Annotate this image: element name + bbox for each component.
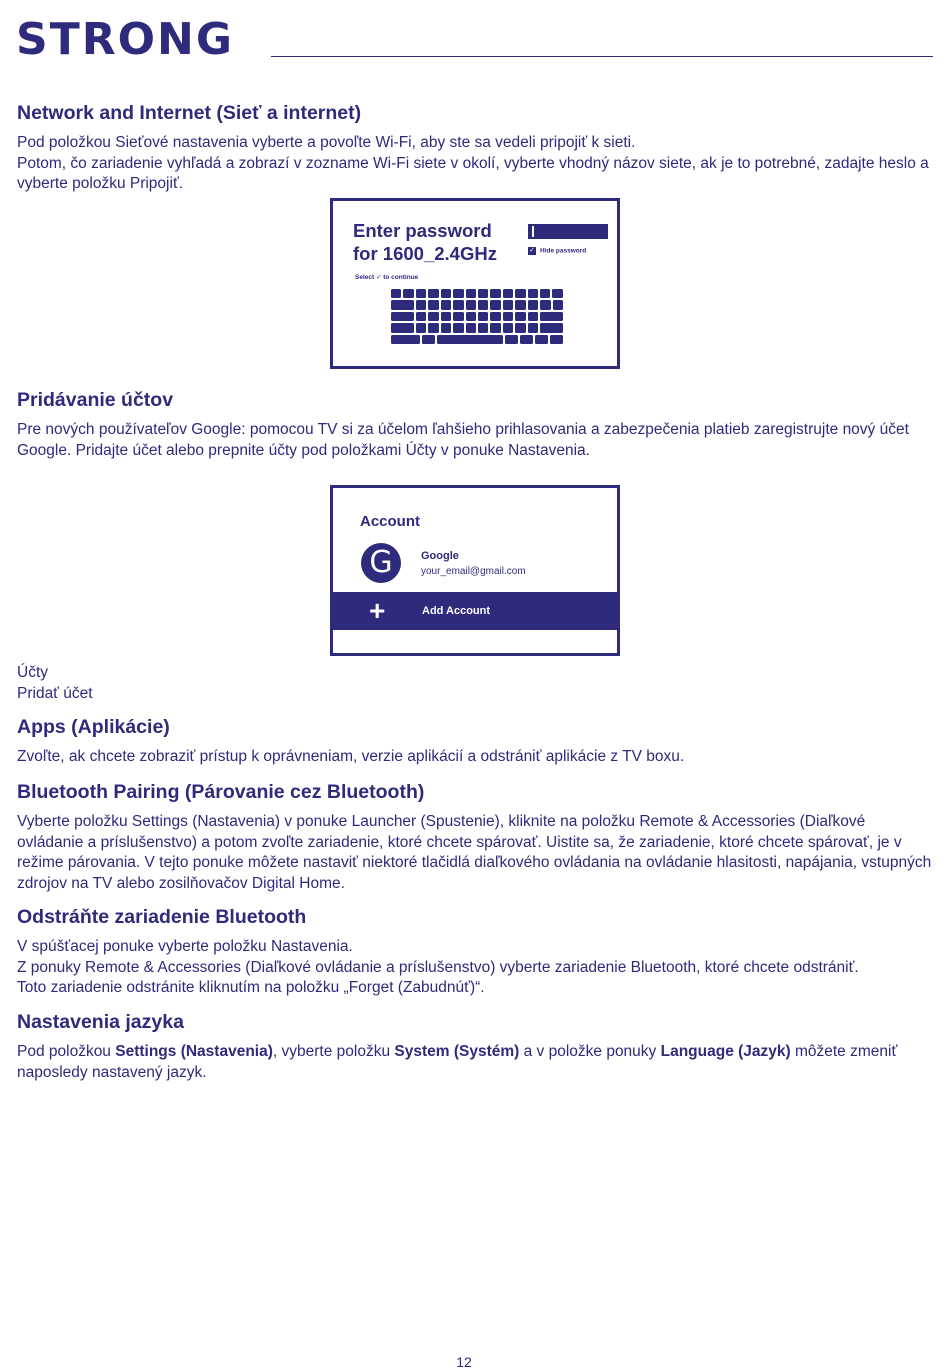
hide-password-checkbox[interactable] [528, 247, 586, 255]
apps-section [17, 715, 933, 768]
add-account-label: Add Account [422, 605, 491, 617]
key[interactable] [441, 312, 451, 321]
check-icon: ✓ [375, 274, 382, 281]
accounts-paragraph: Pre nových používateľov Google: pomocou TV si za účelom ľahšieho prihlasovania a zabezpečenia platieb zaregistrujte nový účet Google. Pridajte účet alebo prepnite účty pod položkami Účty v ponuke Nastavenia. [17, 421, 909, 459]
page-number: 12 [456, 1354, 472, 1370]
key[interactable] [428, 289, 438, 298]
keyboard-row [391, 323, 563, 332]
system-term: System (Systém) [394, 1043, 520, 1060]
accounts-label: Účty [17, 664, 48, 681]
key[interactable] [391, 289, 401, 298]
key[interactable] [478, 312, 488, 321]
account-email: your_email@gmail.com [421, 566, 526, 577]
key[interactable] [515, 300, 525, 309]
key[interactable] [391, 312, 414, 321]
password-title-line2: for 1600_2.4GHz [353, 243, 497, 264]
checkbox-checked-icon: ✓ [529, 247, 535, 254]
key[interactable] [503, 312, 513, 321]
network-title: Network and Internet (Sieť a internet) [17, 102, 362, 124]
key[interactable] [490, 300, 500, 309]
key[interactable] [478, 289, 488, 298]
bluetooth-remove-title: Odstráňte zariadenie Bluetooth [17, 906, 307, 928]
key[interactable] [422, 335, 435, 344]
key[interactable] [540, 312, 563, 321]
key[interactable] [403, 289, 413, 298]
key[interactable] [453, 323, 463, 332]
key[interactable] [428, 323, 438, 332]
keyboard-row [391, 312, 563, 321]
keyboard-row [391, 335, 563, 344]
hint-select: Select [355, 274, 375, 281]
key[interactable] [416, 300, 426, 309]
account-title: Account [360, 513, 420, 530]
text-cursor [532, 226, 534, 237]
key[interactable] [515, 312, 525, 321]
accounts-labels [17, 663, 933, 704]
bluetooth-pairing-section [17, 780, 933, 894]
password-title-line1: Enter password [353, 220, 492, 241]
key[interactable] [441, 323, 451, 332]
key[interactable] [428, 300, 438, 309]
key[interactable] [503, 300, 513, 309]
key[interactable] [466, 323, 476, 332]
key[interactable] [520, 335, 533, 344]
language-title: Nastavenia jazyka [17, 1011, 184, 1033]
bluetooth-remove-paragraph-2: Z ponuky Remote & Accessories (Diaľkové ovládanie a príslušenstvo) vyberte zariadenie Bluetooth, ktoré chcete odstrániť. [17, 958, 859, 976]
language-text-2: , vyberte položku [272, 1043, 395, 1060]
key[interactable] [505, 335, 518, 344]
key[interactable] [540, 323, 563, 332]
key[interactable] [466, 289, 476, 298]
key[interactable] [528, 312, 538, 321]
hint-continue: to continue [383, 274, 419, 281]
key[interactable] [466, 300, 476, 309]
network-paragraph-2: Potom, čo zariadenie vyhľadá a zobrazí v zozname Wi-Fi siete v okolí, vyberte vhodný názov siete, ak je to potrebné, zadajte heslo a vyberte položku Pripojiť. [17, 154, 929, 192]
key[interactable] [478, 323, 488, 332]
key[interactable] [552, 289, 562, 298]
hide-password-label: Hide password [540, 247, 587, 255]
keyboard-row [391, 300, 563, 309]
key[interactable] [528, 323, 538, 332]
keyboard-row [391, 289, 563, 298]
strong-logo: STRONG [16, 14, 234, 65]
key[interactable] [528, 289, 538, 298]
space-key[interactable] [437, 335, 503, 344]
key[interactable] [416, 323, 426, 332]
key[interactable] [503, 289, 513, 298]
accounts-section [17, 388, 933, 461]
language-text-3: a v položke ponuky [519, 1043, 661, 1060]
key[interactable] [535, 335, 548, 344]
key[interactable] [441, 300, 451, 309]
key[interactable] [391, 300, 414, 309]
google-g-icon: G [361, 543, 401, 583]
key[interactable] [416, 312, 426, 321]
header-rule [271, 56, 933, 57]
key[interactable] [490, 289, 500, 298]
key[interactable] [391, 323, 414, 332]
key[interactable] [453, 312, 463, 321]
add-account-button[interactable] [333, 592, 617, 630]
key[interactable] [503, 323, 513, 332]
key[interactable] [490, 312, 500, 321]
key[interactable] [490, 323, 500, 332]
account-screen-figure [330, 485, 620, 656]
key[interactable] [478, 300, 488, 309]
language-paragraph [17, 1042, 933, 1083]
bluetooth-remove-paragraph-3: Toto zariadenie odstránite kliknutím na položku „Forget (Zabudnúť)“. [17, 979, 485, 996]
key[interactable] [515, 323, 525, 332]
key[interactable] [428, 312, 438, 321]
bluetooth-remove-paragraph-1: V spúšťacej ponuke vyberte položku Nastavenia. [17, 938, 353, 955]
key[interactable] [515, 289, 525, 298]
language-text-1: Pod položkou [17, 1043, 116, 1060]
key[interactable] [528, 300, 538, 309]
key[interactable] [416, 289, 426, 298]
accounts-title: Pridávanie účtov [17, 389, 174, 411]
key[interactable] [391, 335, 420, 344]
continue-hint [355, 273, 418, 281]
password-title [353, 219, 523, 265]
network-paragraph-1: Pod položkou Sieťové nastavenia vyberte a povoľte Wi-Fi, aby ste sa vedeli pripojiť k sieti. [17, 134, 636, 151]
key[interactable] [453, 300, 463, 309]
plus-icon: + [369, 595, 386, 626]
bluetooth-pairing-title: Bluetooth Pairing (Párovanie cez Bluetooth) [17, 781, 425, 803]
key[interactable] [466, 312, 476, 321]
password-input[interactable] [528, 224, 608, 239]
key[interactable] [441, 289, 451, 298]
key[interactable] [540, 289, 550, 298]
apps-title: Apps (Aplikácie) [17, 716, 170, 738]
network-section [17, 101, 933, 195]
key[interactable] [453, 289, 463, 298]
language-section [17, 1010, 933, 1083]
apps-paragraph: Zvoľte, ak chcete zobraziť prístup k oprávneniam, verzie aplikácií a odstrániť aplikácie z TV boxu. [17, 748, 685, 765]
key[interactable] [540, 300, 550, 309]
key[interactable] [553, 300, 563, 309]
bluetooth-remove-section [17, 905, 933, 999]
language-text-4: môžete zmeniť naposledy nastavený jazyk. [17, 1043, 898, 1081]
key[interactable] [550, 335, 563, 344]
settings-term: Settings (Nastavenia) [115, 1043, 273, 1060]
language-term: Language (Jazyk) [660, 1043, 791, 1060]
add-account-text: Pridať účet [17, 684, 93, 702]
password-screen-figure [330, 198, 620, 369]
bluetooth-pairing-paragraph: Vyberte položku Settings (Nastavenia) v ponuke Launcher (Spustenie), kliknite na položku Remote & Accessories (Diaľkové ovládanie a príslušenstvo) a potom zvoľte zariadenie, ktoré chcete spárovať. Uistite sa, že zariadenie, ktoré chcete spárovať, je v režime párovania. V tejto ponuke môžete nastaviť niektoré tlačidlá diaľkového ovládania na ovládanie hlasitosti, napájania, vstupných zdrojov na TV alebo zosilňovačov Digital Home. [17, 813, 932, 892]
onscreen-keyboard[interactable] [391, 289, 563, 346]
account-name: Google [421, 550, 459, 562]
